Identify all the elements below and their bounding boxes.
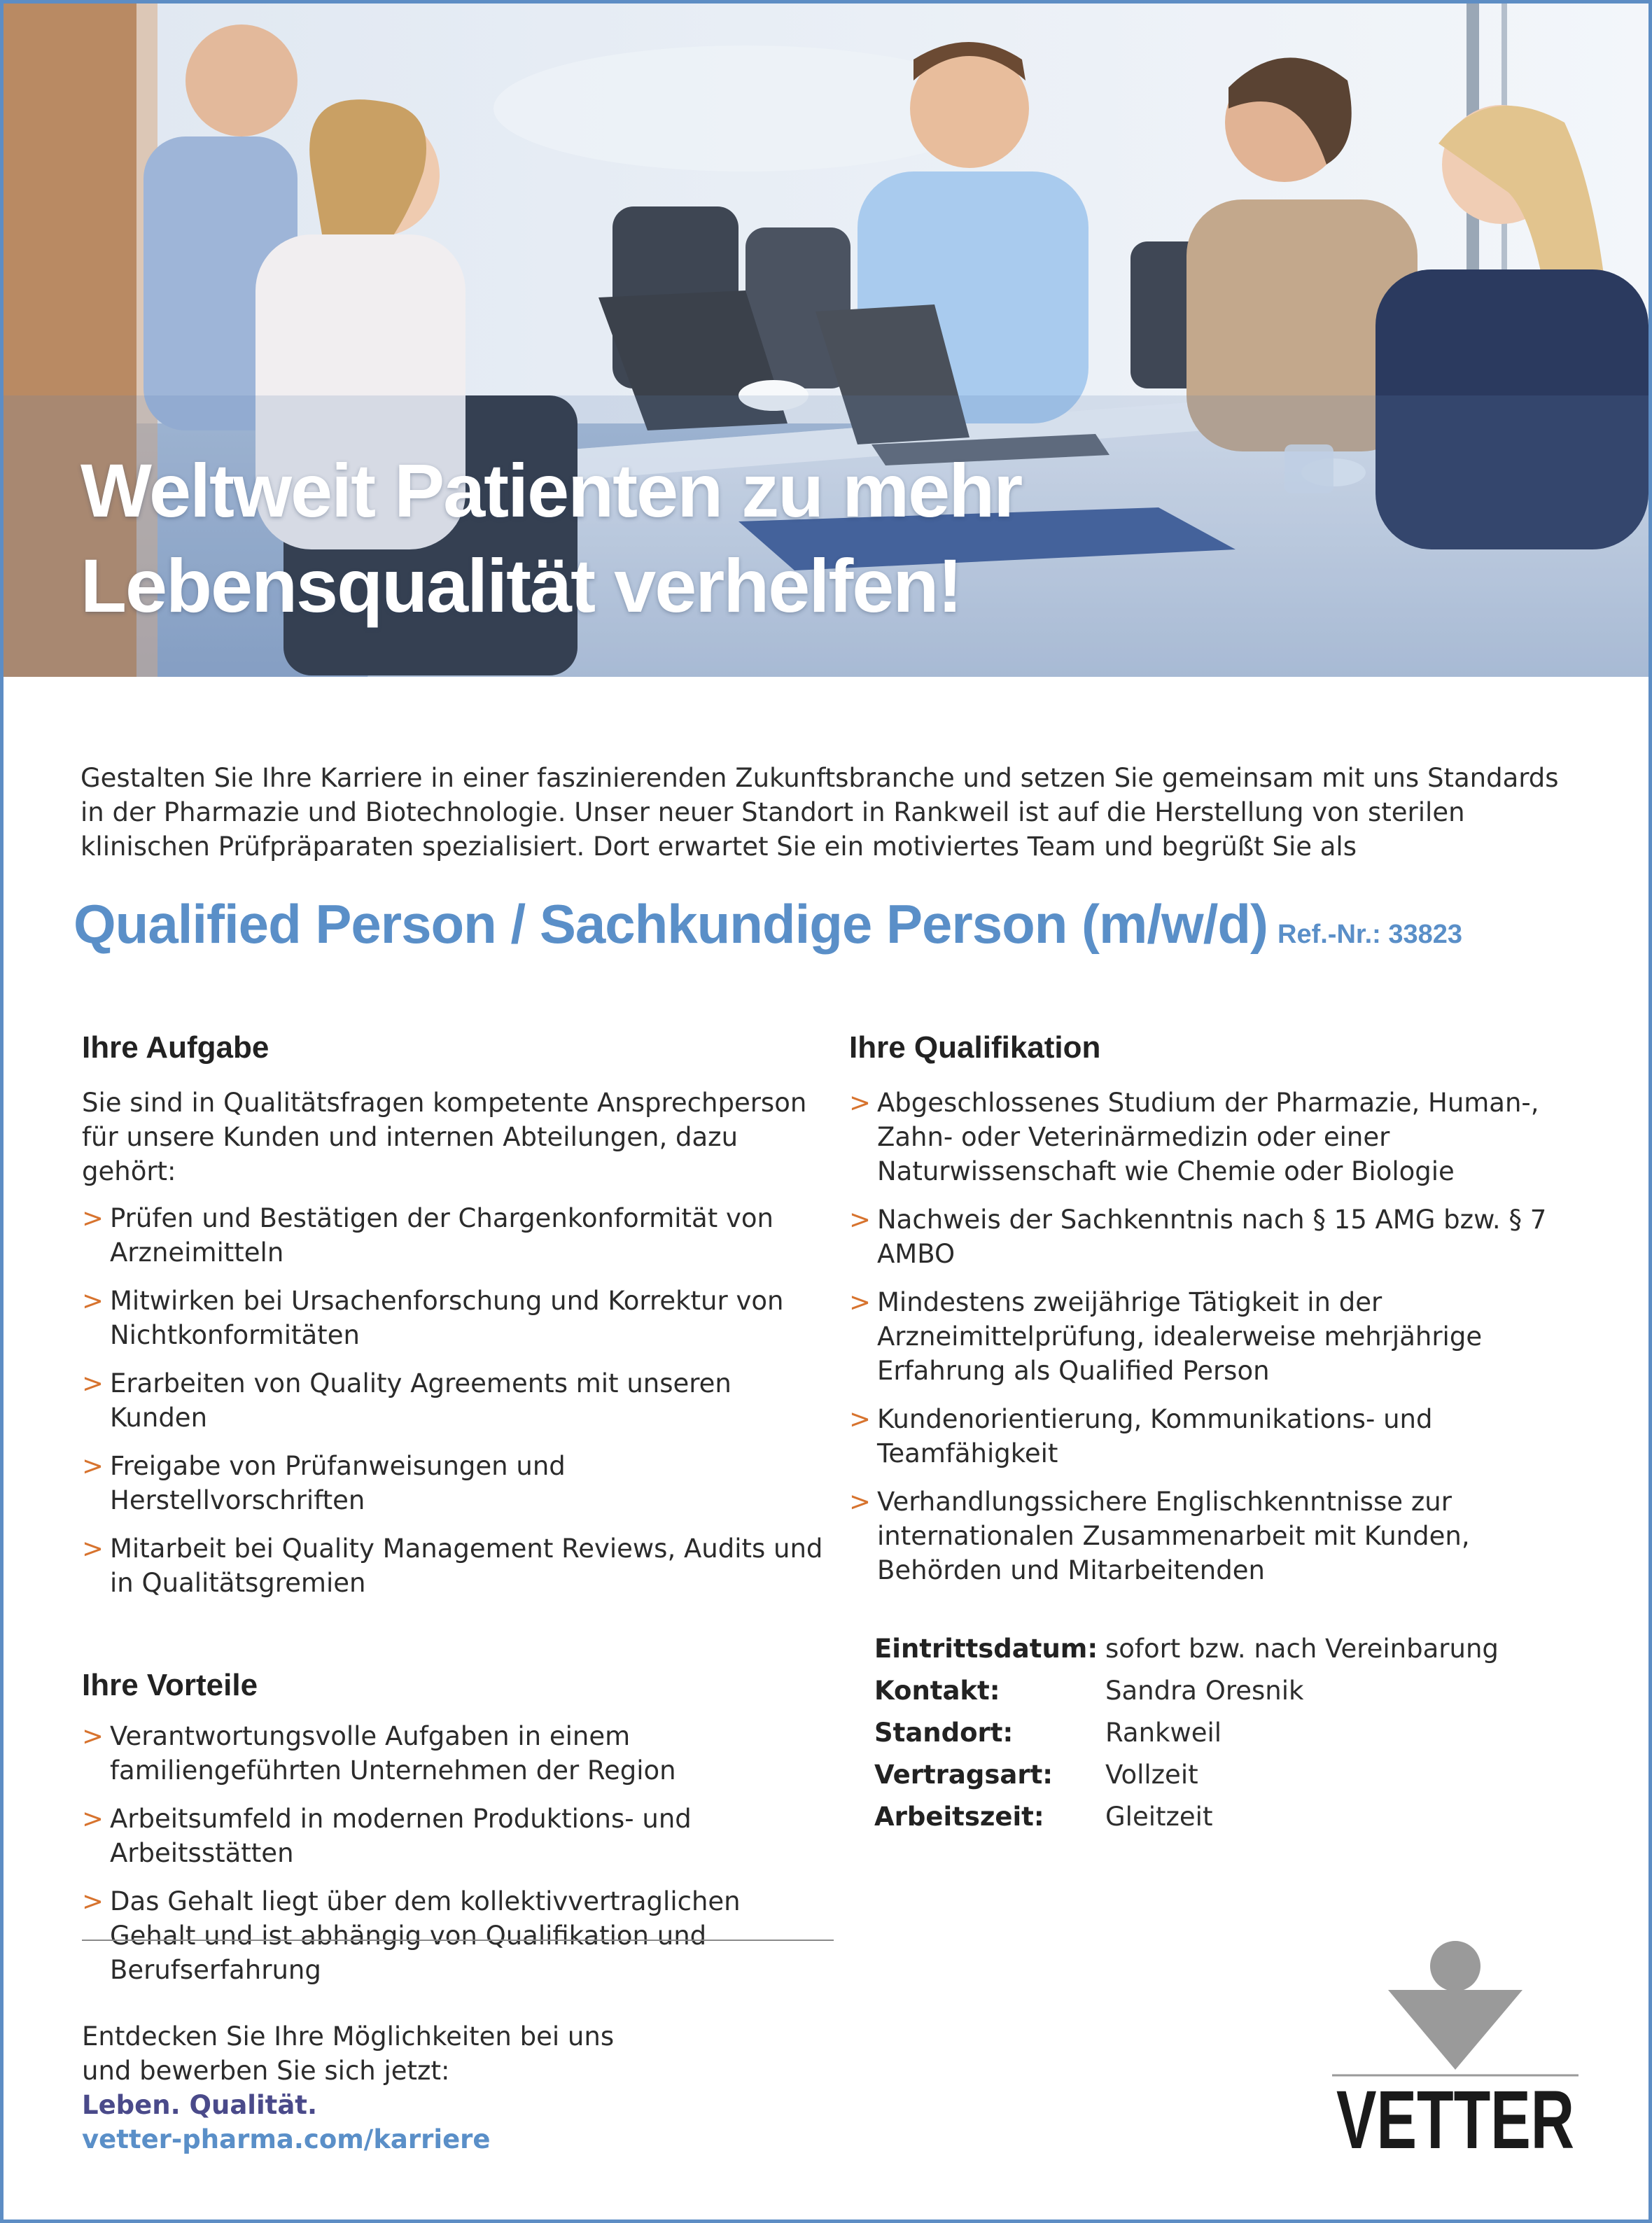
aufgabe-section [82, 1027, 824, 1600]
detail-value: Vollzeit [1105, 1760, 1198, 1790]
bullet-marker: > [849, 1404, 872, 1434]
aufgabe-list [82, 1201, 824, 1600]
list-item [82, 1719, 824, 1788]
list-item-text: Mitarbeit bei Quality Management Reviews, Audits und in Qualitätsgremien [110, 1534, 823, 1598]
list-item [849, 1485, 1577, 1587]
list-item [849, 1202, 1577, 1271]
headline [80, 443, 1021, 633]
list-item [82, 1802, 824, 1870]
list-item [849, 1402, 1577, 1471]
bullet-marker: > [82, 1368, 104, 1398]
qualifikation-heading: Ihre Qualifikation [849, 1030, 1101, 1065]
list-item-text: Arbeitsumfeld in modernen Produktions- und Arbeitsstätten [110, 1804, 692, 1868]
list-item-text: Mindestens zweijährige Tätigkeit in der Arzneimittelprüfung, idealerweise mehrjährige Erfahrung als Qualified Person [877, 1287, 1483, 1386]
detail-row [874, 1628, 1577, 1670]
divider [82, 1940, 834, 1941]
list-item-text: Kundenorientierung, Kommunikations- und Teamfähigkeit [877, 1404, 1433, 1468]
bullet-marker: > [82, 1886, 104, 1916]
qualifikation-list [849, 1086, 1577, 1587]
aufgabe-lead: Sie sind in Qualitätsfragen kompetente Ansprechperson für unsere Kunden und internen Abteilungen, dazu gehört: [82, 1088, 807, 1186]
detail-value: sofort bzw. nach Vereinbarung [1105, 1634, 1499, 1664]
bullet-marker: > [849, 1205, 872, 1235]
list-item-text: Abgeschlossenes Studium der Pharmazie, Human-, Zahn- oder Veterinärmedizin oder einer Naturwissenschaft wie Chemie oder Biologie [877, 1088, 1539, 1186]
bullet-marker: > [82, 1203, 104, 1233]
bullet-marker: > [82, 1804, 104, 1834]
left-column [82, 1027, 824, 2001]
reference-number: Ref.-Nr.: 33823 [1278, 920, 1463, 949]
vetter-logo [1332, 1937, 1578, 2166]
footer-line-2: und bewerben Sie sich jetzt: [82, 2056, 450, 2086]
detail-label: Standort: [874, 1718, 1014, 1748]
list-item [82, 1884, 824, 1987]
vorteile-list [82, 1719, 824, 1987]
list-item-text: Das Gehalt liegt über dem kollektivvertraglichen Gehalt und ist abhängig von Qualifikation und Berufserfahrung [110, 1886, 741, 1985]
list-item [82, 1284, 824, 1352]
list-item [849, 1086, 1577, 1188]
footer-cta [82, 2019, 614, 2157]
job-title-text: Qualified Person / Sachkundige Person (m/w/d) [74, 893, 1268, 955]
bullet-marker: > [82, 1451, 104, 1481]
bullet-marker: > [849, 1287, 872, 1317]
list-item [82, 1449, 824, 1517]
hero-photo [4, 3, 1648, 677]
right-column [849, 1027, 1577, 1838]
list-item [82, 1201, 824, 1270]
headline-line-2: Lebensqualität verhelfen! [80, 543, 962, 628]
list-item [849, 1285, 1577, 1388]
bullet-marker: > [82, 1286, 104, 1316]
bullet-marker: > [849, 1088, 872, 1118]
detail-row [874, 1754, 1577, 1796]
list-item-text: Nachweis der Sachkenntnis nach § 15 AMG bzw. § 7 AMBO [877, 1205, 1547, 1269]
detail-label: Arbeitszeit: [874, 1802, 1044, 1832]
list-item-text: Prüfen und Bestätigen der Chargenkonformität von Arzneimitteln [110, 1203, 774, 1268]
career-link[interactable]: vetter-pharma.com/karriere [82, 2124, 491, 2154]
logo-dot [1430, 1941, 1480, 1991]
list-item-text: Verhandlungssichere Englischkenntnisse zur internationalen Zusammenarbeit mit Kunden, Behörden und Mitarbeitenden [877, 1487, 1470, 1585]
list-item [82, 1366, 824, 1435]
job-details [874, 1628, 1577, 1838]
bullet-marker: > [849, 1487, 872, 1517]
headline-line-1: Weltweit Patienten zu mehr [80, 448, 1022, 533]
list-item-text: Verantwortungsvolle Aufgaben in einem familiengeführten Unternehmen der Region [110, 1721, 676, 1786]
detail-label: Vertragsart: [874, 1760, 1054, 1790]
qualifikation-section [849, 1027, 1577, 1587]
logo-wordmark: VETTER [1336, 2074, 1574, 2166]
detail-row [874, 1670, 1577, 1712]
detail-value: Sandra Oresnik [1105, 1676, 1304, 1706]
intro-paragraph: Gestalten Sie Ihre Karriere in einer faszinierenden Zukunftsbranche und setzen Sie gemeinsam mit uns Standards in der Pharmazie und Biotechnologie. Unser neuer Standort in Rankweil ist auf die Herstellung von sterilen klinischen Prüfpräparaten spezialisiert. Dort erwartet Sie ein motiviertes Team und begrüßt Sie als [80, 763, 1559, 862]
list-item [82, 1531, 824, 1600]
detail-value: Gleitzeit [1105, 1802, 1213, 1832]
bullet-marker: > [82, 1534, 104, 1564]
footer-line-1: Entdecken Sie Ihre Möglichkeiten bei uns [82, 2021, 615, 2052]
job-title [74, 892, 1462, 956]
list-item-text: Erarbeiten von Quality Agreements mit unseren Kunden [110, 1368, 732, 1433]
aufgabe-heading: Ihre Aufgabe [82, 1030, 270, 1065]
detail-value: Rankweil [1105, 1718, 1222, 1748]
detail-row [874, 1712, 1577, 1754]
list-item-text: Freigabe von Prüfanweisungen und Herstellvorschriften [110, 1451, 566, 1515]
vorteile-heading: Ihre Vorteile [82, 1668, 258, 1702]
detail-label: Kontakt: [874, 1676, 1000, 1706]
detail-row [874, 1796, 1577, 1838]
vorteile-section [82, 1664, 824, 1987]
detail-label: Eintrittsdatum: [874, 1634, 1098, 1664]
logo-triangle [1388, 1990, 1522, 2070]
bullet-marker: > [82, 1721, 104, 1751]
tagline: Leben. Qualität. [82, 2090, 318, 2120]
list-item-text: Mitwirken bei Ursachenforschung und Korrektur von Nichtkonformitäten [110, 1286, 784, 1350]
